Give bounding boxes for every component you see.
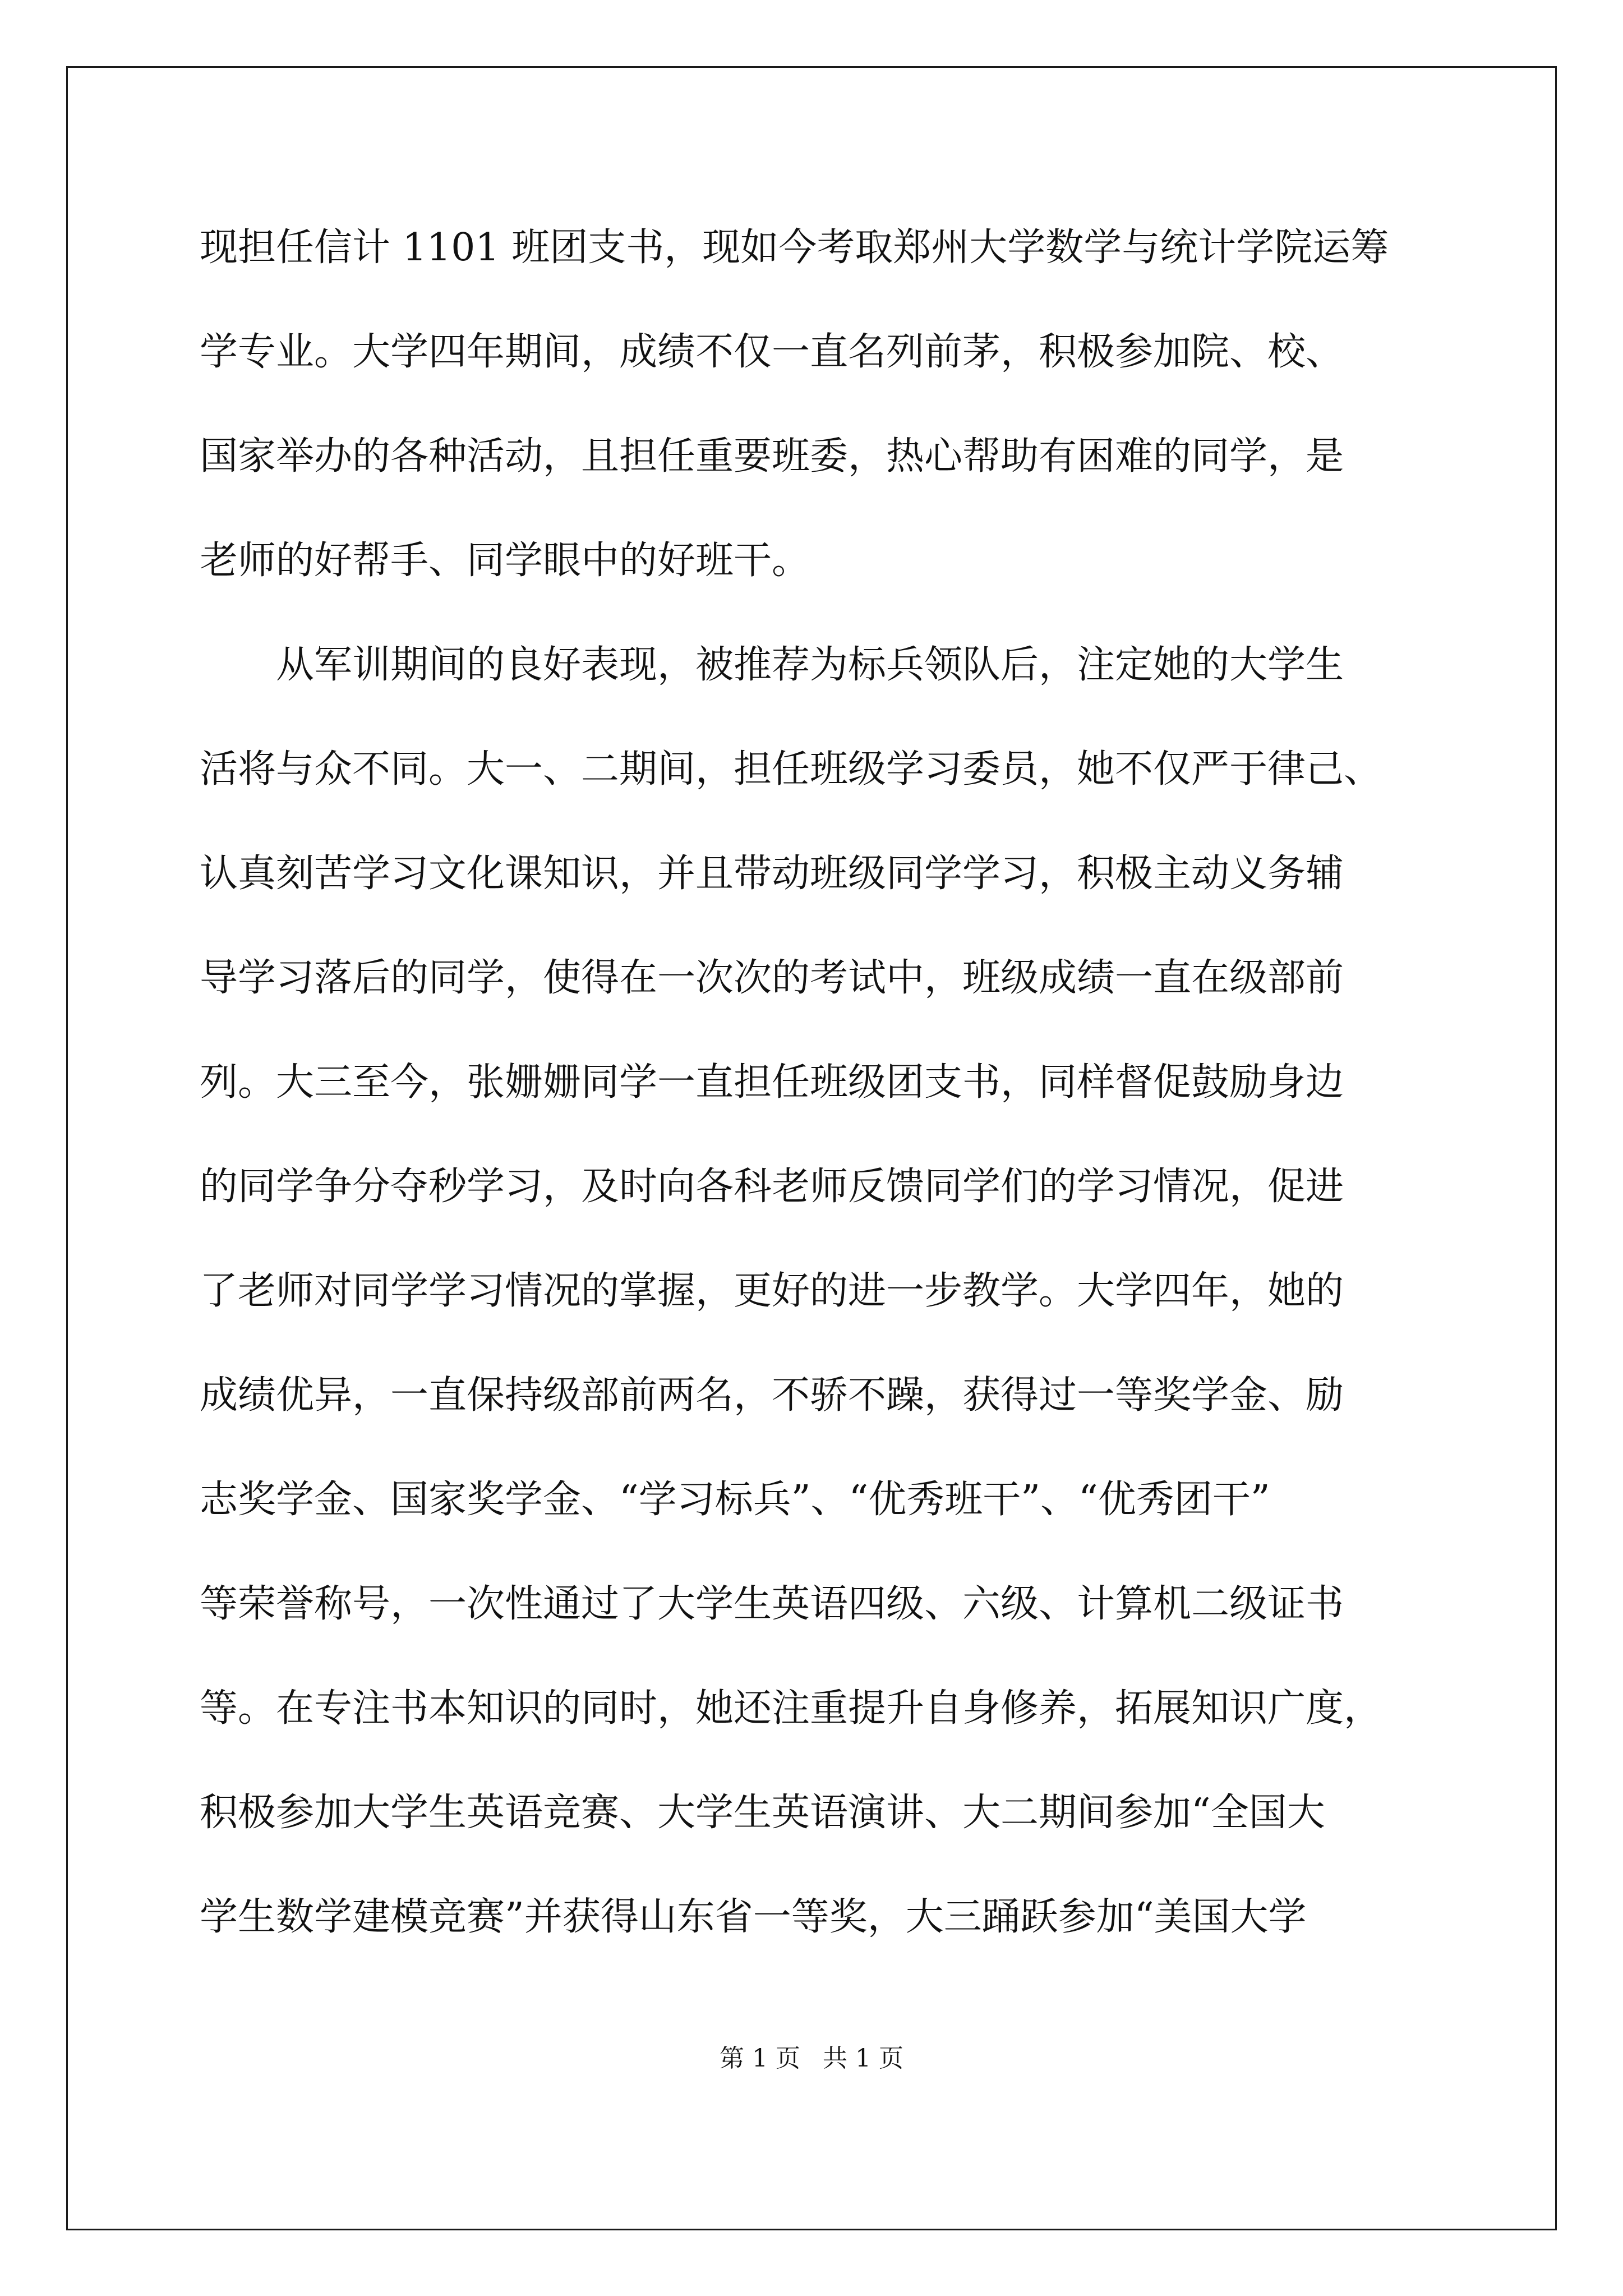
- text-line-13: 志奖学金、国家奖学金、“学习标兵”、“优秀班干”、“优秀团干”: [200, 1478, 1270, 1522]
- text-line-14: 等荣誉称号，一次性通过了大学生英语四级、六级、计算机二级证书: [200, 1582, 1344, 1626]
- text-line-8: 导学习落后的同学，使得在一次次的考试中，班级成绩一直在级部前: [200, 956, 1344, 1000]
- page-total: 共 1 页: [823, 2044, 903, 2073]
- text-line-5: 从军训期间的良好表现，被推荐为标兵领队后，注定她的大学生: [276, 643, 1344, 687]
- text-line-12: 成绩优异，一直保持级部前两名，不骄不躁，获得过一等奖学金、励: [200, 1373, 1344, 1418]
- text-line-17: 学生数学建模竞赛”并获得山东省一等奖，大三踊跃参加“美国大学: [200, 1895, 1307, 1939]
- text-line-1: 现担任信计 1101 班团支书，现如今考取郑州大学数学与统计学院运筹: [200, 226, 1389, 270]
- text-line-11: 了老师对同学学习情况的掌握，更好的进一步教学。大学四年，她的: [200, 1269, 1344, 1313]
- text-line-6: 活将与众不同。大一、二期间，担任班级学习委员，她不仅严于律己、: [200, 747, 1382, 792]
- text-line-9: 列。大三至今，张姗姗同学一直担任班级团支书，同样督促鼓励身边: [200, 1060, 1344, 1105]
- text-line-7: 认真刻苦学习文化课知识，并且带动班级同学学习，积极主动义务辅: [200, 852, 1344, 896]
- page-footer: [0, 2043, 1623, 2074]
- text-line-3: 国家举办的各种活动，且担任重要班委，热心帮助有困难的同学，是: [200, 434, 1344, 478]
- page-number: 第 1 页: [720, 2044, 800, 2073]
- text-line-4: 老师的好帮手、同学眼中的好班干。: [200, 539, 810, 583]
- text-line-15: 等。在专注书本知识的同时，她还注重提升自身修养，拓展知识广度，: [200, 1686, 1382, 1731]
- text-line-2: 学专业。大学四年期间，成绩不仅一直名列前茅，积极参加院、校、: [200, 330, 1344, 374]
- text-line-10: 的同学争分夺秒学习，及时向各科老师反馈同学们的学习情况，促进: [200, 1165, 1344, 1209]
- text-line-16: 积极参加大学生英语竞赛、大学生英语演讲、大二期间参加“全国大: [200, 1791, 1325, 1835]
